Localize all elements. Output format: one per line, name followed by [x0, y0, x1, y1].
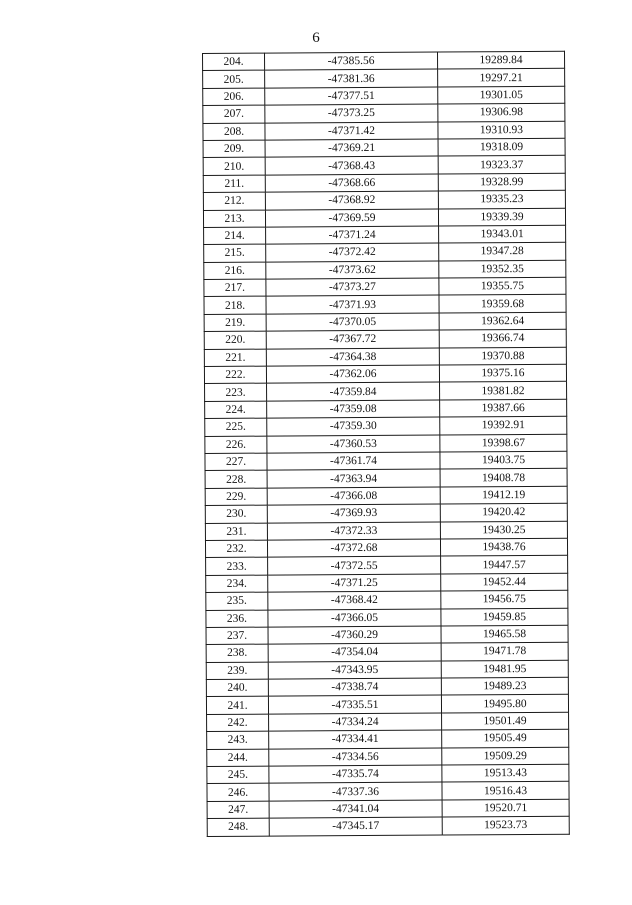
y-coordinate-cell: 19516.43 [442, 782, 569, 800]
x-coordinate-cell: -47373.25 [265, 104, 438, 122]
table-row [204, 225, 566, 245]
table-row [206, 608, 568, 628]
y-coordinate-cell: 19323.37 [438, 156, 565, 174]
table-row [205, 469, 567, 489]
y-coordinate-cell: 19347.28 [439, 243, 566, 261]
x-coordinate-cell: -47345.17 [269, 817, 442, 835]
y-coordinate-cell: 19438.76 [440, 538, 567, 556]
x-coordinate-cell: -47335.51 [268, 696, 441, 714]
y-coordinate-cell: 19318.09 [438, 138, 565, 156]
x-coordinate-cell: -47335.74 [269, 765, 442, 783]
point-number-cell: 224. [205, 401, 267, 419]
table-row [203, 173, 565, 193]
x-coordinate-cell: -47359.30 [267, 417, 440, 435]
x-coordinate-cell: -47359.84 [267, 382, 440, 400]
y-coordinate-cell: 19430.25 [440, 521, 567, 539]
point-number-cell: 216. [204, 262, 266, 280]
x-coordinate-cell: -47334.41 [269, 730, 442, 748]
point-number-cell: 213. [203, 210, 265, 228]
y-coordinate-cell: 19362.64 [439, 312, 566, 330]
point-number-cell: 221. [204, 349, 266, 367]
point-number-cell: 222. [204, 366, 266, 384]
point-number-cell: 232. [205, 540, 267, 558]
table-row [205, 486, 567, 506]
x-coordinate-cell: -47372.42 [266, 243, 439, 261]
x-coordinate-cell: -47371.25 [268, 574, 441, 592]
table-row [207, 782, 569, 802]
table-row [204, 347, 566, 367]
x-coordinate-cell: -47371.24 [266, 226, 439, 244]
y-coordinate-cell: 19355.75 [439, 277, 566, 295]
table-row [206, 573, 568, 593]
table-row [203, 208, 565, 228]
x-coordinate-cell: -47363.94 [267, 469, 440, 487]
point-number-cell: 234. [206, 575, 268, 593]
point-number-cell: 215. [204, 244, 266, 262]
y-coordinate-cell: 19392.91 [440, 416, 567, 434]
coordinates-table [202, 51, 570, 837]
table-row [207, 816, 569, 836]
table-row [205, 503, 567, 523]
y-coordinate-cell: 19509.29 [442, 747, 569, 765]
y-coordinate-cell: 19412.19 [440, 486, 567, 504]
point-number-cell: 219. [204, 314, 266, 332]
point-number-cell: 205. [203, 71, 265, 89]
y-coordinate-cell: 19513.43 [442, 764, 569, 782]
y-coordinate-cell: 19523.73 [442, 816, 569, 834]
table-row [203, 51, 565, 71]
table-row [204, 260, 566, 280]
point-number-cell: 209. [203, 140, 265, 158]
point-number-cell: 233. [206, 557, 268, 575]
table-row [207, 712, 569, 732]
table-row [204, 295, 566, 315]
y-coordinate-cell: 19495.80 [441, 695, 568, 713]
point-number-cell: 237. [206, 627, 268, 645]
point-number-cell: 236. [206, 610, 268, 628]
table-row [205, 434, 567, 454]
table-row [204, 330, 566, 350]
point-number-cell: 247. [207, 801, 269, 819]
y-coordinate-cell: 19459.85 [441, 608, 568, 626]
point-number-cell: 208. [203, 123, 265, 141]
point-number-cell: 229. [205, 488, 267, 506]
point-number-cell: 239. [206, 662, 268, 680]
y-coordinate-cell: 19501.49 [442, 712, 569, 730]
point-number-cell: 206. [203, 88, 265, 106]
table-row [206, 643, 568, 663]
point-number-cell: 245. [207, 766, 269, 784]
table-row [204, 243, 566, 263]
point-number-cell: 223. [205, 384, 267, 402]
x-coordinate-cell: -47385.56 [265, 52, 438, 70]
x-coordinate-cell: -47361.74 [267, 452, 440, 470]
y-coordinate-cell: 19328.99 [438, 173, 565, 191]
point-number-cell: 210. [203, 157, 265, 175]
x-coordinate-cell: -47372.68 [267, 539, 440, 557]
y-coordinate-cell: 19447.57 [441, 556, 568, 574]
y-coordinate-cell: 19456.75 [441, 590, 568, 608]
y-coordinate-cell: 19408.78 [440, 469, 567, 487]
x-coordinate-cell: -47366.08 [267, 487, 440, 505]
y-coordinate-cell: 19289.84 [437, 51, 564, 69]
y-coordinate-cell: 19343.01 [439, 225, 566, 243]
y-coordinate-cell: 19297.21 [438, 69, 565, 87]
point-number-cell: 217. [204, 279, 266, 297]
table-row [203, 103, 565, 123]
table-row [206, 677, 568, 697]
point-number-cell: 227. [205, 453, 267, 471]
y-coordinate-cell: 19381.82 [440, 382, 567, 400]
x-coordinate-cell: -47368.43 [265, 156, 438, 174]
x-coordinate-cell: -47334.56 [269, 748, 442, 766]
point-number-cell: 248. [207, 818, 269, 836]
point-number-cell: 228. [205, 470, 267, 488]
table-row [206, 660, 568, 680]
y-coordinate-cell: 19420.42 [440, 503, 567, 521]
y-coordinate-cell: 19339.39 [438, 208, 565, 226]
x-coordinate-cell: -47369.93 [267, 504, 440, 522]
point-number-cell: 214. [204, 227, 266, 245]
table-row [205, 521, 567, 541]
table-row [206, 695, 568, 715]
x-coordinate-cell: -47360.53 [267, 435, 440, 453]
table-row [203, 69, 565, 89]
point-number-cell: 230. [205, 505, 267, 523]
point-number-cell: 212. [203, 192, 265, 210]
x-coordinate-cell: -47371.42 [265, 122, 438, 140]
table-row [203, 138, 565, 158]
x-coordinate-cell: -47377.51 [265, 87, 438, 105]
x-coordinate-cell: -47338.74 [268, 678, 441, 696]
table-row [207, 764, 569, 784]
y-coordinate-cell: 19489.23 [441, 677, 568, 695]
table-row [207, 730, 569, 750]
x-coordinate-cell: -47354.04 [268, 643, 441, 661]
x-coordinate-cell: -47341.04 [269, 800, 442, 818]
point-number-cell: 246. [207, 784, 269, 802]
y-coordinate-cell: 19471.78 [441, 643, 568, 661]
point-number-cell: 244. [207, 749, 269, 767]
table-row [205, 416, 567, 436]
x-coordinate-cell: -47368.92 [265, 191, 438, 209]
point-number-cell: 235. [206, 592, 268, 610]
y-coordinate-cell: 19370.88 [439, 347, 566, 365]
y-coordinate-cell: 19481.95 [441, 660, 568, 678]
table-row [203, 190, 565, 210]
x-coordinate-cell: -47343.95 [268, 661, 441, 679]
y-coordinate-cell: 19301.05 [438, 86, 565, 104]
coordinates-table-body [203, 51, 570, 836]
table-row [206, 590, 568, 610]
y-coordinate-cell: 19505.49 [442, 730, 569, 748]
x-coordinate-cell: -47368.66 [265, 174, 438, 192]
table-row [203, 121, 565, 141]
point-number-cell: 226. [205, 436, 267, 454]
point-number-cell: 211. [203, 175, 265, 193]
table-row [205, 451, 567, 471]
x-coordinate-cell: -47369.21 [265, 139, 438, 157]
x-coordinate-cell: -47373.27 [266, 278, 439, 296]
x-coordinate-cell: -47337.36 [269, 782, 442, 800]
table-row [204, 364, 566, 384]
y-coordinate-cell: 19335.23 [438, 190, 565, 208]
x-coordinate-cell: -47371.93 [266, 296, 439, 314]
table-row [205, 538, 567, 558]
y-coordinate-cell: 19520.71 [442, 799, 569, 817]
point-number-cell: 225. [205, 418, 267, 436]
y-coordinate-cell: 19375.16 [439, 364, 566, 382]
table-row [204, 312, 566, 332]
x-coordinate-cell: -47381.36 [265, 69, 438, 87]
y-coordinate-cell: 19306.98 [438, 103, 565, 121]
table-row [207, 799, 569, 819]
point-number-cell: 238. [206, 644, 268, 662]
point-number-cell: 240. [206, 679, 268, 697]
x-coordinate-cell: -47334.24 [269, 713, 442, 731]
y-coordinate-cell: 19387.66 [440, 399, 567, 417]
y-coordinate-cell: 19352.35 [439, 260, 566, 278]
x-coordinate-cell: -47366.05 [268, 609, 441, 627]
page-number: 6 [312, 30, 320, 46]
table-row [205, 399, 567, 419]
x-coordinate-cell: -47367.72 [266, 330, 439, 348]
table-row [207, 747, 569, 767]
y-coordinate-cell: 19452.44 [441, 573, 568, 591]
point-number-cell: 220. [204, 331, 266, 349]
point-number-cell: 242. [207, 714, 269, 732]
point-number-cell: 241. [206, 697, 268, 715]
y-coordinate-cell: 19403.75 [440, 451, 567, 469]
y-coordinate-cell: 19465.58 [441, 625, 568, 643]
x-coordinate-cell: -47368.42 [268, 591, 441, 609]
x-coordinate-cell: -47372.55 [268, 556, 441, 574]
y-coordinate-cell: 19310.93 [438, 121, 565, 139]
y-coordinate-cell: 19366.74 [439, 330, 566, 348]
point-number-cell: 231. [205, 523, 267, 541]
y-coordinate-cell: 19398.67 [440, 434, 567, 452]
x-coordinate-cell: -47362.06 [266, 365, 439, 383]
x-coordinate-cell: -47360.29 [268, 626, 441, 644]
x-coordinate-cell: -47369.59 [265, 209, 438, 227]
table-row [206, 625, 568, 645]
x-coordinate-cell: -47373.62 [266, 261, 439, 279]
point-number-cell: 218. [204, 297, 266, 315]
table-row [204, 277, 566, 297]
table-row [203, 156, 565, 176]
point-number-cell: 204. [203, 53, 265, 71]
y-coordinate-cell: 19359.68 [439, 295, 566, 313]
table-row [205, 382, 567, 402]
x-coordinate-cell: -47359.08 [267, 400, 440, 418]
table-row [206, 556, 568, 576]
x-coordinate-cell: -47372.33 [267, 522, 440, 540]
table-row [203, 86, 565, 106]
point-number-cell: 243. [207, 731, 269, 749]
x-coordinate-cell: -47370.05 [266, 313, 439, 331]
point-number-cell: 207. [203, 105, 265, 123]
x-coordinate-cell: -47364.38 [266, 348, 439, 366]
